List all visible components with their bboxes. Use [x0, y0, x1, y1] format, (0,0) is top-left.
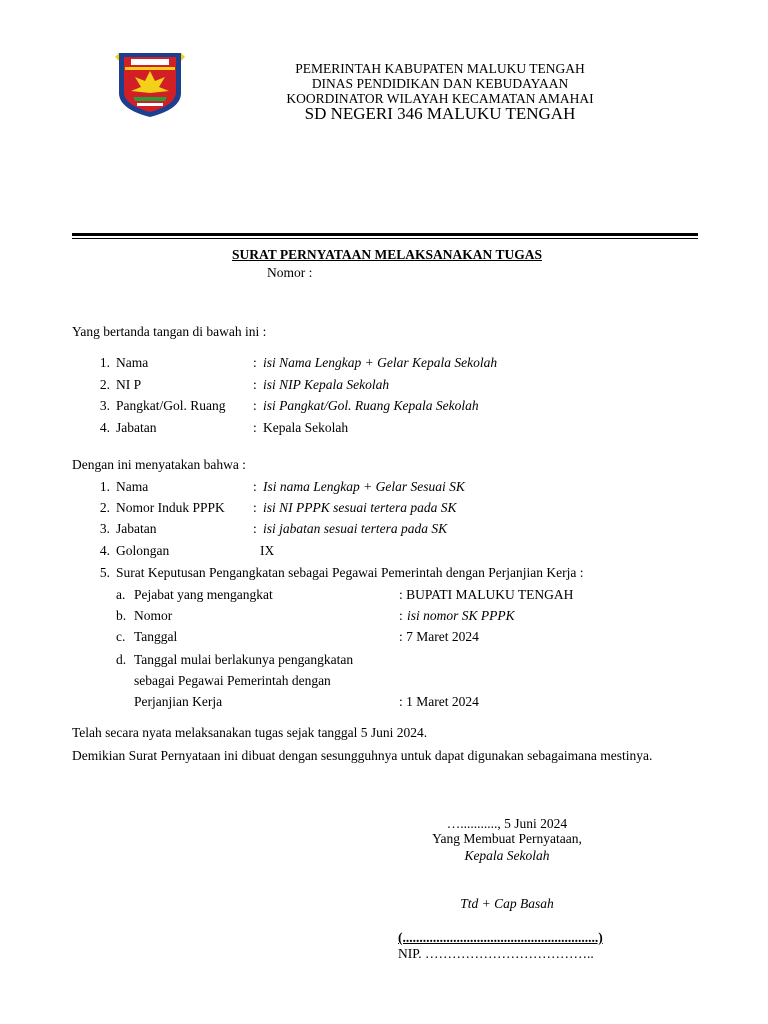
employee-value: IX — [260, 543, 275, 558]
sk-item-letter: b. — [116, 608, 127, 623]
signature-maker: Yang Membuat Pernyataan, — [432, 831, 582, 846]
signer-value: isi Pangkat/Gol. Ruang Kepala Sekolah — [263, 398, 479, 413]
signature-nip-line: NIP. ……………………………….. — [398, 946, 594, 961]
header-government: PEMERINTAH KABUPATEN MALUKU TENGAH — [295, 61, 585, 76]
closing-paragraph: Demikian Surat Pernyataan ini dibuat dengan sesungguhnya untuk dapat digunakan sebagaimana mestinya. — [72, 748, 653, 763]
signer-num: 3. — [99, 398, 110, 413]
sk-item-label-cont: Perjanjian Kerja — [134, 694, 223, 709]
employee-num: 1. — [99, 479, 110, 494]
sk-item-value: isi nomor SK PPPK — [407, 608, 515, 623]
header-coordinator: KOORDINATOR WILAYAH KECAMATAN AMAHAI — [286, 91, 594, 106]
signature-name-line: (..........................................................) — [398, 930, 603, 945]
header-divider-thin — [72, 238, 698, 239]
signature-place-date: …..........., 5 Juni 2024 — [446, 816, 568, 831]
signer-value: isi Nama Lengkap + Gelar Kepala Sekolah — [263, 355, 498, 370]
employee-value: Isi nama Lengkap + Gelar Sesuai SK — [263, 479, 465, 494]
signature-role: Kepala Sekolah — [464, 848, 550, 863]
signer-label: Jabatan — [116, 420, 157, 435]
intro-statement: Dengan ini menyatakan bahwa : — [72, 457, 246, 472]
sk-item-label: Pejabat yang mengangkat — [134, 587, 273, 602]
statement-paragraph: Telah secara nyata melaksanakan tugas sejak tanggal 5 Juni 2024. — [72, 725, 428, 740]
header-divider-thick — [72, 233, 698, 236]
document-title: SURAT PERNYATAAN MELAKSANAKAN TUGAS — [232, 247, 542, 262]
header-school-name: SD NEGERI 346 MALUKU TENGAH — [304, 104, 576, 123]
employee-value: isi jabatan sesuai tertera pada SK — [263, 521, 448, 536]
signer-num: 2. — [99, 377, 110, 392]
signer-label: NI P — [116, 377, 142, 392]
signer-value: Kepala Sekolah — [263, 420, 349, 435]
signer-value: isi NIP Kepala Sekolah — [263, 377, 390, 392]
colon: : — [399, 608, 403, 623]
document-number-label: Nomor : — [267, 265, 313, 280]
sk-item-letter: d. — [116, 652, 127, 667]
employee-num: 3. — [99, 521, 110, 536]
sk-item-value: : BUPATI MALUKU TENGAH — [399, 587, 574, 602]
employee-num: 4. — [99, 543, 110, 558]
signer-num: 4. — [99, 420, 110, 435]
colon: : — [253, 420, 257, 435]
colon: : — [253, 398, 257, 413]
intro-signer: Yang bertanda tangan di bawah ini : — [72, 324, 267, 339]
sk-item-letter: c. — [116, 629, 126, 644]
employee-num: 2. — [99, 500, 110, 515]
employee-label: Nama — [116, 479, 149, 494]
sk-label: Surat Keputusan Pengangkatan sebagai Pegawai Pemerintah dengan Perjanjian Kerja : — [116, 565, 584, 580]
employee-value: isi NI PPPK sesuai tertera pada SK — [263, 500, 457, 515]
regency-logo — [115, 47, 185, 119]
colon: : — [253, 521, 257, 536]
sk-item-value: : 1 Maret 2024 — [399, 694, 479, 709]
sk-item-letter: a. — [116, 587, 126, 602]
signature-stamp-note: Ttd + Cap Basah — [460, 896, 554, 911]
signer-label: Nama — [116, 355, 149, 370]
colon: : — [253, 355, 257, 370]
sk-item-label: Tanggal mulai berlakunya pengangkatan — [134, 652, 354, 667]
sk-item-label: Nomor — [134, 608, 173, 623]
signer-label: Pangkat/Gol. Ruang — [116, 398, 226, 413]
employee-label: Golongan — [116, 543, 170, 558]
sk-item-label: Tanggal — [134, 629, 178, 644]
employee-label: Nomor Induk PPPK — [116, 500, 225, 515]
employee-label: Jabatan — [116, 521, 157, 536]
sk-num: 5. — [99, 565, 110, 580]
sk-item-label-cont: sebagai Pegawai Pemerintah dengan — [134, 673, 331, 688]
colon: : — [253, 479, 257, 494]
colon: : — [253, 500, 257, 515]
header-department: DINAS PENDIDIKAN DAN KEBUDAYAAN — [311, 76, 569, 91]
signer-num: 1. — [99, 355, 110, 370]
sk-item-value: : 7 Maret 2024 — [399, 629, 479, 644]
colon: : — [253, 377, 257, 392]
